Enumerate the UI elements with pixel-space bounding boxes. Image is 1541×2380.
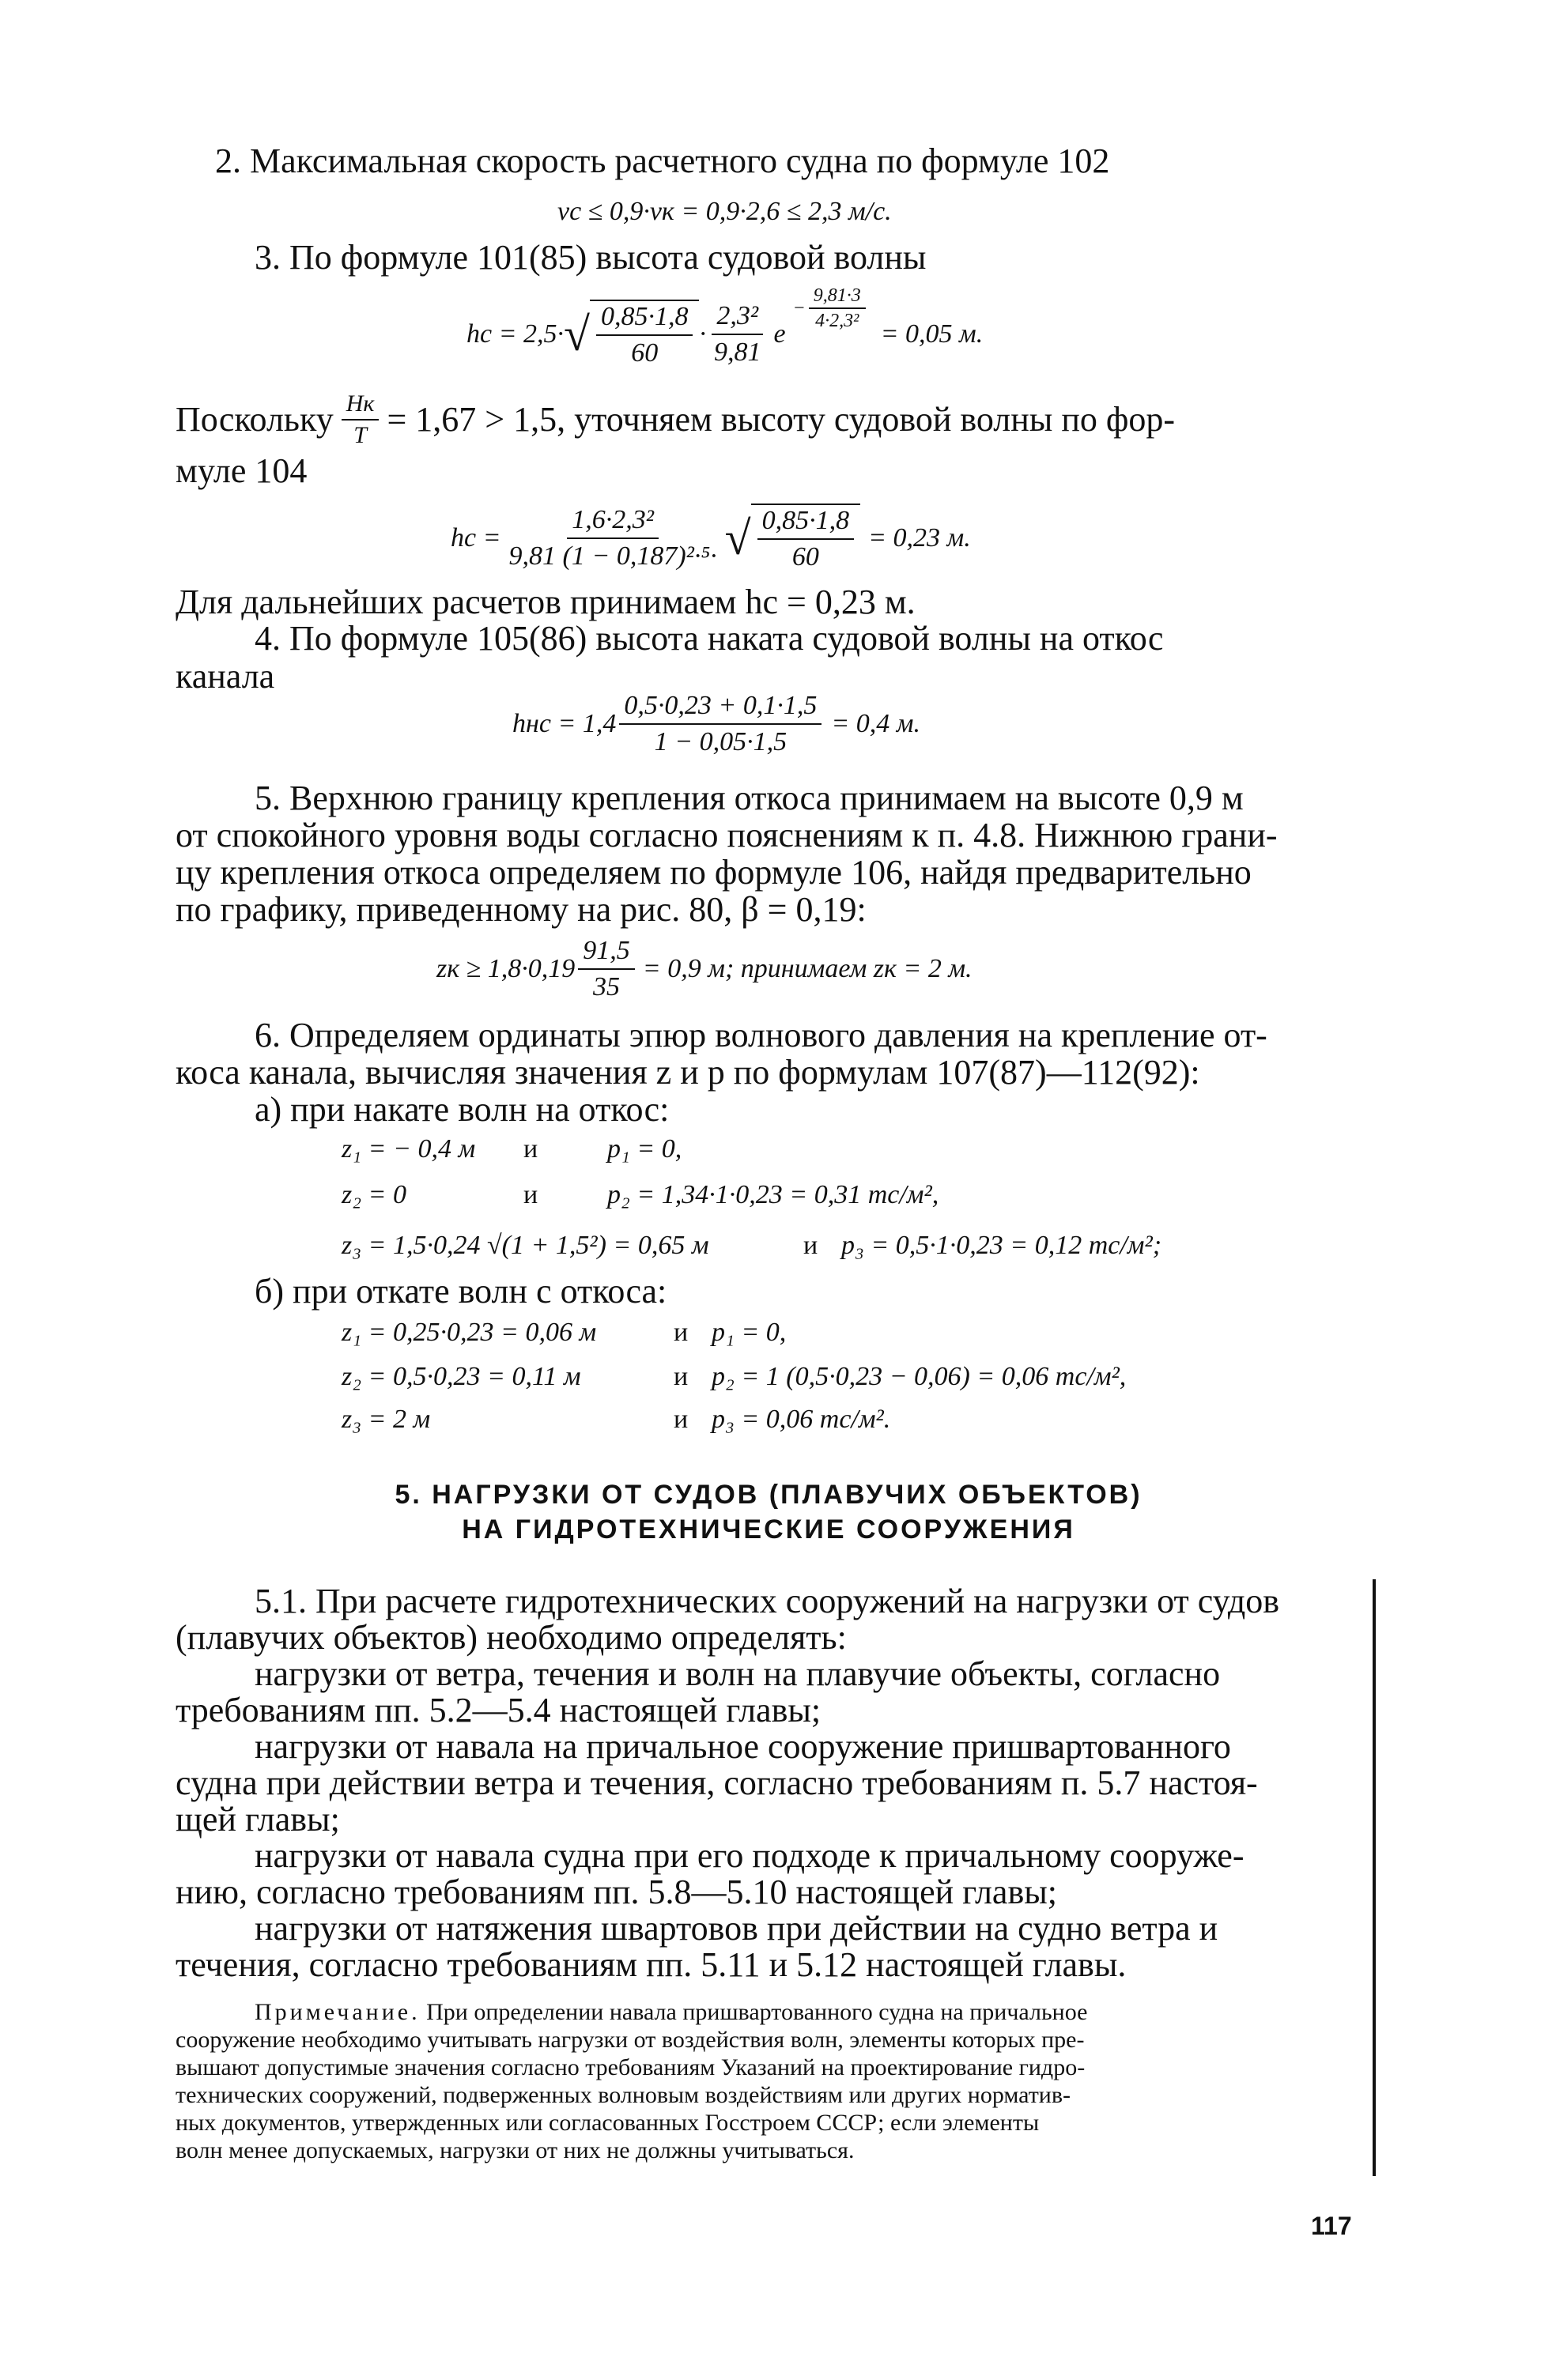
a-row-1-p: p₁ = 0,: [607, 1134, 682, 1164]
note-line4: технических сооружений, подверженных волновым воздействиям или других норматив-: [176, 2082, 1071, 2108]
formula-vc: vс ≤ 0,9·vк = 0,9·2,6 ≤ 2,3 м/с.: [557, 197, 892, 226]
formula-hc-104: [451, 495, 971, 582]
a-row-2-p: p₂ = 1,34·1·0,23 = 0,31 тс/м²,: [607, 1180, 939, 1209]
item-6-line2: коса канала, вычисляя значения z и p по формулам 107(87)—112(92):: [176, 1053, 1200, 1092]
formula-hnc: [512, 685, 920, 764]
item-6-line1: 6. Определяем ординаты эпюр волнового давления на крепление от-: [255, 1016, 1267, 1054]
b-row-3-p: p₃ = 0,06 тс/м².: [712, 1405, 891, 1434]
b-row-2-and: и: [674, 1362, 689, 1391]
note-line5: ных документов, утвержденных или согласованных Госстроем СССР; если элементы: [176, 2110, 1040, 2136]
p51-line8: нагрузки от навала судна при его подходе к причальному сооруже-: [255, 1836, 1245, 1875]
p51-line2: (плавучих объектов) необходимо определять:: [176, 1618, 847, 1657]
frac-denominator: 9,81 (1 − 0,187)²·⁵·: [508, 541, 717, 571]
p51-line9: нию, согласно требованиям пп. 5.8—5.10 настоящей главы;: [176, 1873, 1058, 1911]
since-line2: муле 104: [176, 451, 308, 490]
chapter-heading-line2: НА ГИДРОТЕХНИЧЕСКИЕ СООРУЖЕНИЯ: [462, 1514, 1075, 1545]
page-number: 117: [1311, 2212, 1352, 2240]
formula-lhs: hс = 2,5: [466, 319, 557, 349]
p51-line7: щей главы;: [176, 1800, 340, 1839]
item-5-line1: 5. Верхнюю границу крепления откоса принимаем на высоте 0,9 м: [255, 779, 1244, 817]
margin-change-bar: [1373, 1579, 1376, 2176]
p51-line11: течения, согласно требованиям пп. 5.11 и 5.12 настоящей главы.: [176, 1945, 1127, 1984]
item-6b-label: б) при откате волн с откоса:: [255, 1272, 667, 1311]
a-row-2-and: и: [523, 1180, 538, 1209]
p51-line3: нагрузки от ветра, течения и волн на плавучие объекты, согласно: [255, 1654, 1221, 1693]
root-denominator: 60: [791, 542, 819, 571]
radical-content: [590, 300, 700, 369]
radical-sign: √: [564, 308, 590, 360]
item-5-line2: от спокойного уровня воды согласно пояснениям к п. 4.8. Нижнюю грани-: [176, 816, 1278, 854]
b-row-1-z: z₁ = 0,25·0,23 = 0,06 м: [342, 1318, 597, 1347]
formula-rest: = 0,9 м; принимаем zк = 2 м.: [642, 954, 973, 983]
formula-dot: ·: [557, 319, 565, 349]
b-row-3-z: z₃ = 2 м: [342, 1405, 431, 1434]
note-label: Примечание.: [255, 1999, 421, 2025]
ratio-numerator: Hк: [342, 390, 380, 421]
item-4-line2: канала: [176, 657, 275, 696]
formula-result: = 0,23 м.: [868, 523, 971, 553]
root-numerator: 0,85·1,8: [596, 301, 693, 336]
a-row-1-z: z₁ = − 0,4 м: [342, 1134, 476, 1164]
a-row-3-z: z₃ = 1,5·0,24 √(1 + 1,5²) = 0,65 м: [342, 1231, 709, 1260]
p51-line5: нагрузки от навала на причальное сооружение пришвартованного: [255, 1727, 1231, 1766]
since-word: Поскольку: [176, 400, 334, 439]
frac-numerator: 0,5·0,23 + 0,1·1,5: [619, 690, 821, 725]
formula-lhs: hнс = 1,4: [512, 709, 617, 738]
formula-lhs: zк ≥ 1,8·0,19: [436, 954, 576, 983]
formula-dot-2: ·: [699, 319, 706, 349]
ratio-denominator: T: [353, 422, 367, 448]
note-first: При определении навала пришвартованного судна на причальное: [420, 1999, 1088, 2025]
frac-numerator: 1,6·2,3²: [567, 504, 659, 539]
since-line: [176, 390, 1175, 449]
exp-minus: −: [792, 298, 806, 319]
frac-numerator: 91,5: [578, 935, 635, 970]
chapter-heading-line1: 5. НАГРУЗКИ ОТ СУДОВ (ПЛАВУЧИХ ОБЪЕКТОВ): [395, 1480, 1143, 1510]
item-5-line3: цу крепления откоса определяем по формуле 106, найдя предварительно: [176, 853, 1252, 892]
note-line6: волн менее допускаемых, нагрузки от них не должны учитываться.: [176, 2137, 855, 2163]
formula-hc-101: [466, 285, 984, 378]
b-row-1-p: p₁ = 0,: [712, 1318, 787, 1347]
item-2-text: 2. Максимальная скорость расчетного судна по формуле 102: [215, 141, 1110, 180]
frac-denominator: 1 − 0,05·1,5: [654, 727, 787, 756]
a-row-1-and: и: [523, 1134, 538, 1164]
root-denominator: 60: [631, 338, 659, 368]
formula-result: = 0,05 м.: [880, 319, 984, 349]
p51-line6: судна при действии ветра и течения, согласно требованиям п. 5.7 настоя-: [176, 1763, 1258, 1802]
item-4-line1: 4. По формуле 105(86) высота наката судовой волны на откос: [255, 619, 1164, 658]
b-row-2-z: z₂ = 0,5·0,23 = 0,11 м: [342, 1362, 581, 1391]
b-row-2-p: p₂ = 1 (0,5·0,23 − 0,06) = 0,06 тс/м²,: [712, 1362, 1127, 1391]
p51-line4: требованиям пп. 5.2—5.4 настоящей главы;: [176, 1691, 821, 1729]
note-line1: [255, 1998, 1087, 2026]
p51-line10: нагрузки от натяжения швартовов при действии на судно ветра и: [255, 1909, 1218, 1948]
further-line: Для дальнейших расчетов принимаем hс = 0,23 м.: [176, 583, 916, 621]
root-numerator: 0,85·1,8: [757, 505, 855, 540]
a-row-3-and: и: [803, 1231, 818, 1260]
a-row-3-p: p₃ = 0,5·1·0,23 = 0,12 тс/м²;: [841, 1231, 1162, 1260]
note-line2: сооружение необходимо учитывать нагрузки от воздействия волн, элементы которых пре-: [176, 2027, 1085, 2053]
p51-line1: 5.1. При расчете гидротехнических сооружений на нагрузки от судов: [255, 1582, 1280, 1620]
note-line3: вышают допустимые значения согласно требованиям Указаний на проектирование гидро-: [176, 2054, 1086, 2080]
a-row-2-z: z₂ = 0: [342, 1180, 406, 1209]
b-row-1-and: и: [674, 1318, 689, 1347]
since-rest: = 1,67 > 1,5, уточняем высоту судовой волны по фор-: [387, 400, 1176, 439]
item-6a-label: а) при накате волн на откос:: [255, 1090, 670, 1129]
frac-numerator: 2,3²: [712, 300, 763, 335]
formula-zk: [436, 930, 973, 1009]
radical-content: [751, 504, 861, 573]
formula-result: = 0,4 м.: [831, 709, 921, 738]
formula-lhs: hс =: [451, 523, 501, 553]
item-5-line4: по графику, приведенному на рис. 80, β = 0,19:: [176, 890, 867, 929]
item-3-text: 3. По формуле 101(85) высота судовой волны: [255, 238, 927, 277]
euler-e: e: [773, 319, 786, 349]
frac-denominator: 35: [593, 972, 621, 1001]
exp-numerator: 9,81·3: [809, 285, 866, 309]
b-row-3-and: и: [674, 1405, 689, 1434]
frac-denominator: 9,81: [713, 338, 761, 367]
exp-denominator: 4·2,3²: [815, 311, 859, 331]
radical-sign: √: [724, 512, 751, 564]
